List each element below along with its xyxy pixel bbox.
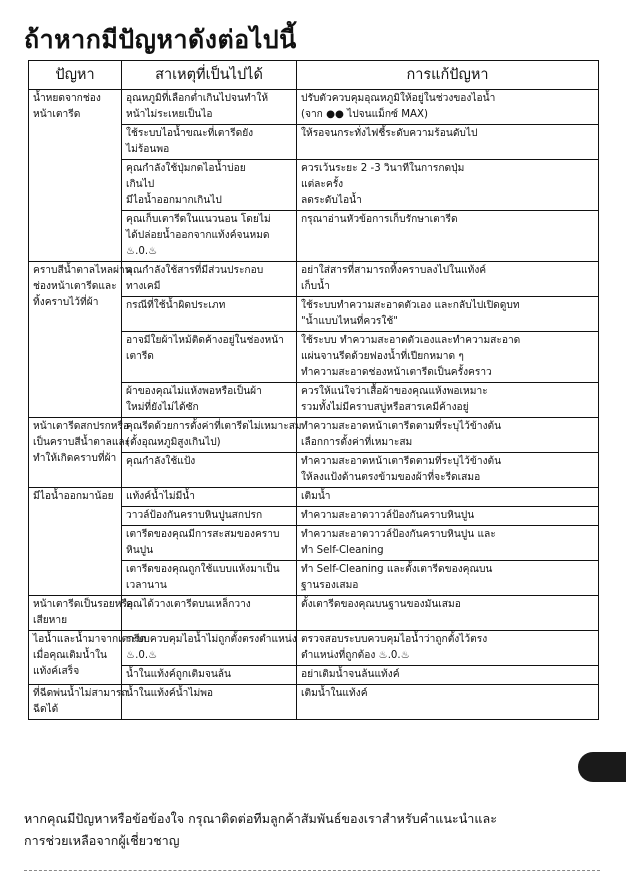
cause-cell [122,561,297,596]
cell-line: กรุณาอ่านหัวข้อการเก็บรักษาเตารีด [301,214,458,225]
cell-line: ทำความสะอาดหน้าเตารีดตามที่ระบุไว้ข้างต้น [301,456,502,467]
footer-note [24,808,600,852]
cell-line: เติมน้ำ [301,491,331,502]
cell-line: เวลานาน [126,580,167,591]
cell-line: รวมทั้งไม่มีคราบสบู่หรือสารเคมีค้างอยู่ [301,402,469,413]
cell-line: ทำความสะอาดวาวล์ป้องกันคราบหินปูน และ [301,529,496,540]
table-row [29,631,599,666]
problem-cell [29,596,134,631]
cell-line: ทิ้งคราบไว้ที่ผ้า [33,297,99,308]
cell-line: หินปูน [126,545,154,556]
cell-line: หน้าเตารีดเป็นรอยหรือ [33,599,134,610]
problem-cell [29,631,147,685]
cell-line: ใช้ระบบไอน้ำขณะที่เตารีดยัง [126,128,254,139]
cause-cell [122,526,297,561]
cell-line: เตารีด [126,351,154,362]
cell-line: ตั้งเตารีดของคุณบนฐานของมันเสมอ [301,599,461,610]
solution-cell [297,596,599,631]
cell-line: (จาก ●● ไปจนแม็กซ์ MAX) [301,109,428,120]
table-row [29,685,599,720]
cell-line: ลดระดับไอน้ำ [301,195,362,206]
cell-line: ทำความสะอาดหน้าเตารีดตามที่ระบุไว้ข้างต้น [301,421,502,432]
cell-line: คุณกำลังใช้ปุ่มกดไอน้ำบ่อย [126,163,246,174]
cell-line: แผ่นจานรีดด้วยฟองน้ำที่เปียกหมาด ๆ [301,351,464,362]
solution-cell [297,631,599,666]
cell-line: น้ำในแท้งค์น้ำไม่พอ [126,688,214,699]
footer-line: การช่วยเหลือจากผู้เชี่ยวชาญ [24,833,180,848]
cause-cell [122,453,297,488]
cell-line: ให้ลงแป้งด้านตรงข้ามของผ้าที่จะรีดเสมอ [301,472,481,483]
cause-cell [122,332,297,383]
troubleshooting-table [28,60,599,720]
cell-line: คุณกำลังใช้สารที่มีส่วนประกอบ [126,265,264,276]
cell-line: หน้าเตารีดสกปรกหรือ [33,421,130,432]
cell-line: ตรวจสอบระบบควบคุมไอน้ำว่าถูกตั้งไว้ตรง [301,634,488,645]
table-row [29,90,599,125]
cause-cell [122,383,297,418]
solution-cell [297,418,599,453]
cell-line: คราบสีน้ำตาลไหลผ่าน [33,265,132,276]
table-body [29,90,599,720]
cell-line: ฉีดได้ [33,704,59,715]
cell-line: ที่ฉีดพ่นน้ำไม่สามารถ [33,688,128,699]
cell-line: ♨.0.♨ [126,650,158,661]
cell-line: เลือกการตั้งค่าที่เหมาะสม [301,437,413,448]
cell-line: ผ้าของคุณไม่แห้งพอหรือเป็นผ้า [126,386,262,397]
cause-cell [122,125,297,160]
solution-cell [297,507,599,526]
cell-line: คุณรีดด้วยการตั้งค่าที่เตารีดไม่เหมาะสม [126,421,302,432]
cause-cell [122,488,297,507]
cell-line: ช่องหน้าเตารีดและ [33,281,117,292]
cell-line: ทำ Self-Cleaning และตั้งเตารีดของคุณบน [301,564,493,575]
cell-line: เตารีดของคุณมีการสะสมของคราบ [126,529,280,540]
cell-line: ทำ Self-Cleaning [301,545,384,556]
cell-line: ให้รอจนกระทั่งไฟชี้ระดับความร้อนดับไป [301,128,478,139]
cell-line: ทางเคมี [126,281,161,292]
problem-cell [29,685,128,720]
cell-line: แท้งค์เสร็จ [33,666,80,677]
table-row [29,488,599,507]
cell-line: ปรับตัวควบคุมอุณหภูมิให้อยู่ในช่วงของไอน้ำ [301,93,496,104]
cause-cell [122,211,297,262]
header-solution: การแก้ปัญหา [297,61,599,90]
cell-line: ตำแหน่งที่ถูกต้อง ♨.0.♨ [301,650,410,661]
solution-cell [297,685,599,720]
solution-cell [297,160,599,211]
cell-line: "น้ำแบบไหนที่ควรใช้" [301,316,398,327]
cause-cell [122,262,297,297]
problem-cell [29,418,131,488]
cell-line: อย่าใส่สารที่สามารถทิ้งคราบลงไปในแท้งค์ [301,265,487,276]
solution-cell [297,488,599,507]
cell-line: เสียหาย [33,615,68,626]
table-row [29,418,599,453]
solution-cell [297,297,599,332]
cell-line: ควรเว้นระยะ 2 -3 วินาทีในการกดปุ่ม [301,163,465,174]
page-tab-marker [578,752,626,782]
bottom-rule [24,870,600,871]
solution-cell [297,262,599,297]
cell-line: ใหม่ที่ยังไม่ได้ซัก [126,402,199,413]
cause-cell [122,418,302,453]
cause-cell [122,160,297,211]
solution-cell [297,211,599,262]
header-problem: ปัญหา [29,61,122,90]
cause-cell [122,685,297,720]
cause-cell [122,631,297,666]
solution-cell [297,561,599,596]
cause-cell [122,666,297,685]
cell-line: หน้าเตารีด [33,109,81,120]
cell-line: ♨.0.♨ [126,246,158,257]
page-title: ถ้าหากมีปัญหาดังต่อไปนี้ [24,25,297,54]
footer-line: หากคุณมีปัญหาหรือข้อข้องใจ กรุณาติดต่อทีมลูกค้าสัมพันธ์ของเราสำหรับคำแนะนำและ [24,811,497,826]
problem-cell [29,262,132,418]
cell-line: ฐานรองเสมอ [301,580,359,591]
cell-line: ทำความสะอาดวาวล์ป้องกันคราบหินปูน [301,510,475,521]
cell-line: เมื่อคุณเติมน้ำใน [33,650,108,661]
solution-cell [297,666,599,685]
header-cause: สาเหตุที่เป็นไปได้ [122,61,297,90]
cell-line: คุณเก็บเตารีดในแนวนอน โดยไม่ [126,214,271,225]
cell-line: กรณีที่ใช้น้ำผิดประเภท [126,300,226,311]
cell-line: ใช้ระบบ ทำความสะอาดตัวเองและทำความสะอาด [301,335,521,346]
problem-cell [29,488,122,596]
cell-line: เป็นคราบสีน้ำตาลและ [33,437,131,448]
cell-line: ทำความสะอาดช่องหน้าเตารีดเป็นครั้งคราว [301,367,492,378]
cause-cell [122,507,297,526]
solution-cell [297,332,599,383]
cell-line: คุณได้วางเตารีดบนเหล็กวาง [126,599,251,610]
cell-line: อุณหภูมิที่เลือกต่ำเกินไปจนทำให้ [126,93,269,104]
table-row [29,596,599,631]
table-row [29,262,599,297]
cell-line: แท้งค์น้ำไม่มีน้ำ [126,491,195,502]
cell-line: ได้ปล่อยน้ำออกจากแท้งค์จนหมด [126,230,270,241]
cell-line: หน้าไม่ระเหยเป็นไอ [126,109,213,120]
solution-cell [297,526,599,561]
solution-cell [297,125,599,160]
solution-cell [297,453,599,488]
cell-line: คุณกำลังใช้แป้ง [126,456,196,467]
cell-line: น้ำในแท้งค์ถูกเติมจนล้น [126,669,231,680]
cell-line: อาจมีใยผ้าไหม้ติดค้างอยู่ในช่องหน้า [126,335,284,346]
cause-cell [122,90,297,125]
cell-line: ควรให้แน่ใจว่าเสื้อผ้าของคุณแห้งพอเหมาะ [301,386,488,397]
solution-cell [297,383,599,418]
cell-line: ไอน้ำและน้ำมาจากเตารีด [33,634,147,645]
cell-line: ไม่ร้อนพอ [126,144,170,155]
cell-line: ใช้ระบบทำความสะอาดตัวเอง และกลับไปเปิดดูบท [301,300,520,311]
table-header-row [29,61,599,90]
cell-line: (ตั้งอุณหภูมิสูงเกินไป) [126,437,221,448]
cause-cell [122,297,297,332]
cell-line: น้ำหยดจากช่อง [33,93,101,104]
problem-cell [29,90,122,262]
cell-line: วาวล์ป้องกันคราบหินปูนสกปรก [126,510,263,521]
cell-line: ระบบควบคุมไอน้ำไม่ถูกตั้งตรงตำแหน่ง [126,634,297,645]
solution-cell [297,90,599,125]
cell-line: เกินไป [126,179,155,190]
cause-cell [122,596,297,631]
cell-line: เก็บน้ำ [301,281,330,292]
cell-line: ทำให้เกิดคราบที่ผ้า [33,453,117,464]
cell-line: เตารีดของคุณถูกใช้แบบแห้งมาเป็น [126,564,280,575]
cell-line: เติมน้ำในแท้งค์ [301,688,368,699]
cell-line: อย่าเติมน้ำจนล้นแท้งค์ [301,669,400,680]
cell-line: แต่ละครั้ง [301,179,344,190]
cell-line: มีไอน้ำออกมากเกินไป [126,195,222,206]
cell-line: มีไอน้ำออกมาน้อย [33,491,114,502]
